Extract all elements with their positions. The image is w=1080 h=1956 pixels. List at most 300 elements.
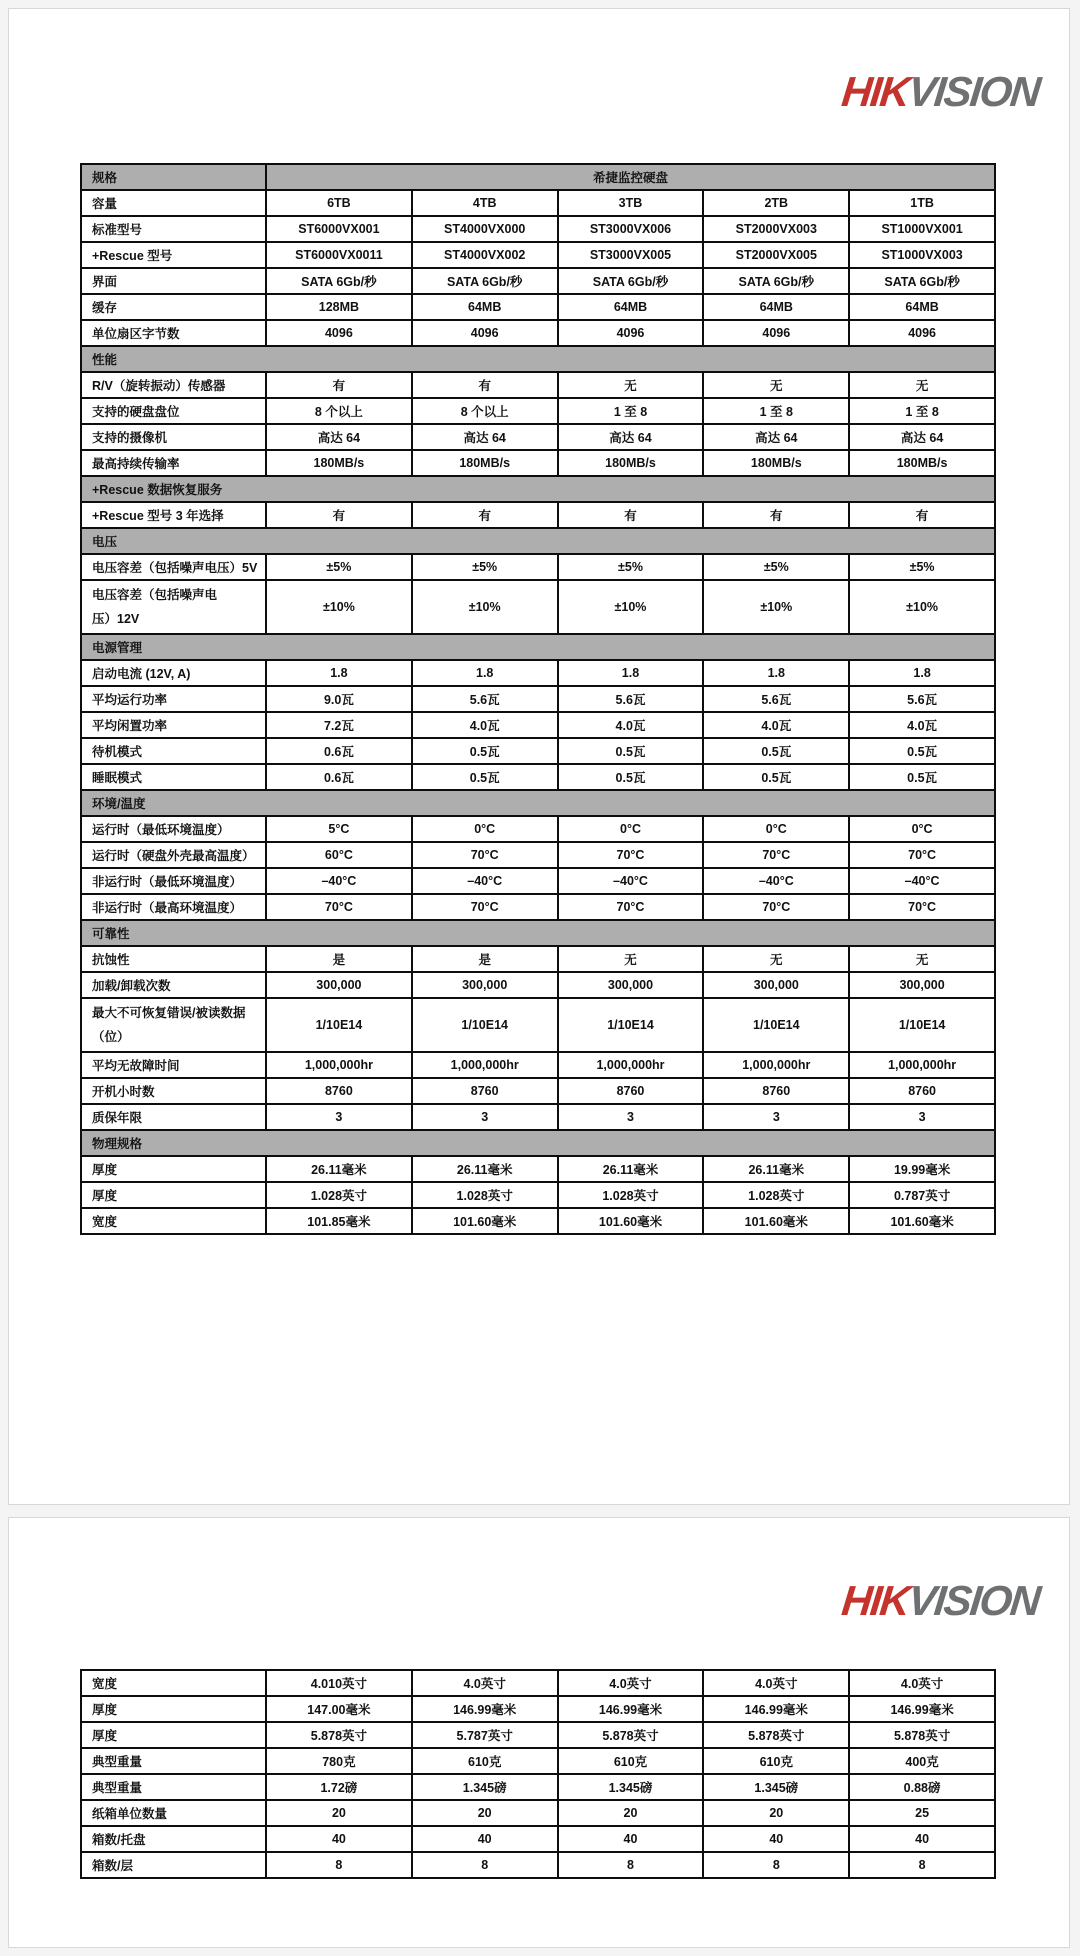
table-row	[81, 1208, 995, 1234]
cell-value: 1.028英寸	[412, 1182, 558, 1208]
cell-value: 0°C	[849, 816, 995, 842]
cell-value: ±10%	[266, 580, 412, 634]
cell-value: ±5%	[703, 554, 849, 580]
cell-value: 1/10E14	[412, 998, 558, 1052]
table-row	[81, 1156, 995, 1182]
row-label: 单位扇区字节数	[81, 320, 266, 346]
cell-value: 8760	[703, 1078, 849, 1104]
cell-value: 1/10E14	[558, 998, 704, 1052]
table-row	[81, 190, 995, 216]
cell-value: 2TB	[703, 190, 849, 216]
cell-value: 146.99毫米	[412, 1696, 558, 1722]
cell-value: 4096	[266, 320, 412, 346]
cell-value: 26.11毫米	[412, 1156, 558, 1182]
row-label: 厚度	[81, 1156, 266, 1182]
cell-value: 0.5瓦	[412, 764, 558, 790]
cell-value: ±5%	[558, 554, 704, 580]
cell-value: ±10%	[558, 580, 704, 634]
section-label: 环境/温度	[81, 790, 995, 816]
cell-value: ST1000VX001	[849, 216, 995, 242]
cell-value: ST4000VX002	[412, 242, 558, 268]
cell-value: 101.60毫米	[703, 1208, 849, 1234]
cell-value: 无	[703, 946, 849, 972]
row-label: 加载/卸载次数	[81, 972, 266, 998]
cell-value: 4.0英寸	[849, 1670, 995, 1696]
row-label: 纸箱单位数量	[81, 1800, 266, 1826]
section-label: 可靠性	[81, 920, 995, 946]
cell-value: 4.0瓦	[558, 712, 704, 738]
page-1	[8, 8, 1070, 1505]
cell-value: 26.11毫米	[558, 1156, 704, 1182]
cell-value: ST1000VX003	[849, 242, 995, 268]
cell-value: 1.028英寸	[558, 1182, 704, 1208]
cell-value: 8760	[266, 1078, 412, 1104]
cell-value: 180MB/s	[412, 450, 558, 476]
cell-value: 1.345磅	[703, 1774, 849, 1800]
cell-value: 0.6瓦	[266, 764, 412, 790]
cell-value: ST2000VX003	[703, 216, 849, 242]
cell-value: 1.8	[849, 660, 995, 686]
cell-value: 4096	[703, 320, 849, 346]
cell-value: 20	[703, 1800, 849, 1826]
row-label: 标准型号	[81, 216, 266, 242]
section-row	[81, 634, 995, 660]
section-label: 物理规格	[81, 1130, 995, 1156]
cell-value: 5.787英寸	[412, 1722, 558, 1748]
cell-value: 无	[558, 946, 704, 972]
cell-value: 高达 64	[703, 424, 849, 450]
cell-value: 25	[849, 1800, 995, 1826]
row-label: 典型重量	[81, 1774, 266, 1800]
table-row	[81, 450, 995, 476]
cell-value: 5.6瓦	[703, 686, 849, 712]
row-label: 典型重量	[81, 1748, 266, 1774]
cell-value: 0.5瓦	[558, 738, 704, 764]
row-label: 待机模式	[81, 738, 266, 764]
cell-value: 4.0瓦	[703, 712, 849, 738]
cell-value: 1/10E14	[849, 998, 995, 1052]
cell-value: 0.5瓦	[412, 738, 558, 764]
cell-value: 3TB	[558, 190, 704, 216]
cell-value: 1.8	[412, 660, 558, 686]
table-row	[81, 1774, 995, 1800]
cell-value: 64MB	[558, 294, 704, 320]
corner-label: 规格	[81, 164, 266, 190]
cell-value: 1/10E14	[703, 998, 849, 1052]
cell-value: 20	[558, 1800, 704, 1826]
cell-value: 8	[849, 1852, 995, 1878]
cell-value: 5.878英寸	[266, 1722, 412, 1748]
cell-value: 4.0瓦	[849, 712, 995, 738]
table-row	[81, 738, 995, 764]
cell-value: 70°C	[266, 894, 412, 920]
row-label: 厚度	[81, 1722, 266, 1748]
row-label: 平均无故障时间	[81, 1052, 266, 1078]
cell-value: 有	[703, 502, 849, 528]
cell-value: 780克	[266, 1748, 412, 1774]
cell-value: ±5%	[266, 554, 412, 580]
cell-value: 300,000	[266, 972, 412, 998]
row-label: 支持的硬盘盘位	[81, 398, 266, 424]
row-label: 非运行时（最高环境温度）	[81, 894, 266, 920]
cell-value: 1TB	[849, 190, 995, 216]
cell-value: 无	[849, 372, 995, 398]
table-row	[81, 998, 995, 1052]
table-header-row	[81, 164, 995, 190]
cell-value: 26.11毫米	[266, 1156, 412, 1182]
cell-value: 0.5瓦	[558, 764, 704, 790]
cell-value: 有	[266, 502, 412, 528]
logo-vision-text: VISION	[906, 1577, 1042, 1624]
row-label: 启动电流 (12V, A)	[81, 660, 266, 686]
cell-value: ST6000VX0011	[266, 242, 412, 268]
cell-value: 8760	[558, 1078, 704, 1104]
cell-value: –40°C	[558, 868, 704, 894]
cell-value: 3	[849, 1104, 995, 1130]
cell-value: 1,000,000hr	[703, 1052, 849, 1078]
cell-value: 101.60毫米	[412, 1208, 558, 1234]
page-2	[8, 1517, 1070, 1948]
cell-value: 1,000,000hr	[849, 1052, 995, 1078]
cell-value: 0°C	[412, 816, 558, 842]
cell-value: 3	[266, 1104, 412, 1130]
cell-value: 0.6瓦	[266, 738, 412, 764]
cell-value: 70°C	[703, 894, 849, 920]
row-label: 平均运行功率	[81, 686, 266, 712]
cell-value: 146.99毫米	[849, 1696, 995, 1722]
cell-value: 8760	[412, 1078, 558, 1104]
row-label: 厚度	[81, 1182, 266, 1208]
cell-value: 610克	[703, 1748, 849, 1774]
cell-value: 64MB	[412, 294, 558, 320]
cell-value: 0.5瓦	[703, 764, 849, 790]
cell-value: 610克	[558, 1748, 704, 1774]
cell-value: ±5%	[849, 554, 995, 580]
cell-value: 4.0英寸	[412, 1670, 558, 1696]
cell-value: 4TB	[412, 190, 558, 216]
cell-value: 1 至 8	[703, 398, 849, 424]
table-row	[81, 242, 995, 268]
cell-value: 有	[412, 372, 558, 398]
table-row	[81, 398, 995, 424]
cell-value: 4.010英寸	[266, 1670, 412, 1696]
cell-value: 180MB/s	[266, 450, 412, 476]
cell-value: –40°C	[703, 868, 849, 894]
table-row	[81, 842, 995, 868]
table-row	[81, 764, 995, 790]
cell-value: 无	[558, 372, 704, 398]
table-title: 希捷监控硬盘	[266, 164, 995, 190]
table-row	[81, 268, 995, 294]
cell-value: 40	[412, 1826, 558, 1852]
row-label: +Rescue 型号	[81, 242, 266, 268]
row-label: 平均闲置功率	[81, 712, 266, 738]
cell-value: 300,000	[849, 972, 995, 998]
table-row	[81, 1696, 995, 1722]
cell-value: 180MB/s	[558, 450, 704, 476]
cell-value: 20	[266, 1800, 412, 1826]
table-row	[81, 1670, 995, 1696]
cell-value: 8 个以上	[266, 398, 412, 424]
cell-value: 是	[412, 946, 558, 972]
section-label: 电压	[81, 528, 995, 554]
row-label: 电压容差（包括噪声电 压）12V	[81, 580, 266, 634]
cell-value: 6TB	[266, 190, 412, 216]
cell-value: ST4000VX000	[412, 216, 558, 242]
cell-value: ±10%	[412, 580, 558, 634]
cell-value: ST3000VX005	[558, 242, 704, 268]
table-row	[81, 1722, 995, 1748]
cell-value: 300,000	[412, 972, 558, 998]
table-row	[81, 424, 995, 450]
cell-value: ST2000VX005	[703, 242, 849, 268]
table-row	[81, 502, 995, 528]
row-label: 缓存	[81, 294, 266, 320]
cell-value: 1 至 8	[558, 398, 704, 424]
section-row	[81, 790, 995, 816]
section-label: 性能	[81, 346, 995, 372]
cell-value: ±10%	[703, 580, 849, 634]
row-label: 运行时（硬盘外壳最高温度）	[81, 842, 266, 868]
cell-value: 300,000	[558, 972, 704, 998]
cell-value: 有	[412, 502, 558, 528]
cell-value: 1.028英寸	[266, 1182, 412, 1208]
cell-value: 5.6瓦	[849, 686, 995, 712]
table-row	[81, 894, 995, 920]
row-label: R/V（旋转振动）传感器	[81, 372, 266, 398]
row-label: 睡眠模式	[81, 764, 266, 790]
cell-value: 0.5瓦	[849, 764, 995, 790]
row-label: 最高持续传输率	[81, 450, 266, 476]
section-row	[81, 920, 995, 946]
cell-value: 40	[849, 1826, 995, 1852]
cell-value: 180MB/s	[703, 450, 849, 476]
cell-value: 40	[266, 1826, 412, 1852]
cell-value: 高达 64	[266, 424, 412, 450]
cell-value: 5.878英寸	[849, 1722, 995, 1748]
cell-value: 70°C	[849, 894, 995, 920]
cell-value: 1.8	[558, 660, 704, 686]
cell-value: 高达 64	[849, 424, 995, 450]
cell-value: 8 个以上	[412, 398, 558, 424]
table-row	[81, 1826, 995, 1852]
cell-value: 4096	[558, 320, 704, 346]
row-label: 运行时（最低环境温度）	[81, 816, 266, 842]
cell-value: 1.8	[266, 660, 412, 686]
cell-value: 101.60毫米	[558, 1208, 704, 1234]
cell-value: 128MB	[266, 294, 412, 320]
cell-value: ±5%	[412, 554, 558, 580]
cell-value: 26.11毫米	[703, 1156, 849, 1182]
hikvision-logo	[839, 68, 1042, 115]
table-row	[81, 816, 995, 842]
section-row	[81, 346, 995, 372]
table-row	[81, 1800, 995, 1826]
cell-value: 高达 64	[558, 424, 704, 450]
cell-value: 146.99毫米	[703, 1696, 849, 1722]
cell-value: SATA 6Gb/秒	[558, 268, 704, 294]
cell-value: 70°C	[412, 894, 558, 920]
cell-value: 高达 64	[412, 424, 558, 450]
cell-value: SATA 6Gb/秒	[849, 268, 995, 294]
table-row	[81, 972, 995, 998]
cell-value: 有	[849, 502, 995, 528]
cell-value: 1.345磅	[558, 1774, 704, 1800]
cell-value: 70°C	[558, 842, 704, 868]
table-row	[81, 868, 995, 894]
cell-value: 70°C	[703, 842, 849, 868]
cell-value: 5.6瓦	[558, 686, 704, 712]
cell-value: 8	[558, 1852, 704, 1878]
cell-value: 有	[266, 372, 412, 398]
table-row	[81, 580, 995, 634]
cell-value: 1,000,000hr	[558, 1052, 704, 1078]
hikvision-logo	[839, 1577, 1042, 1624]
section-label: 电源管理	[81, 634, 995, 660]
spec-table-page1	[80, 163, 996, 1235]
cell-value: 无	[703, 372, 849, 398]
cell-value: 60°C	[266, 842, 412, 868]
cell-value: 101.60毫米	[849, 1208, 995, 1234]
spec-table-page2	[80, 1669, 996, 1879]
row-label: 开机小时数	[81, 1078, 266, 1104]
cell-value: 0.787英寸	[849, 1182, 995, 1208]
cell-value: –40°C	[266, 868, 412, 894]
row-label: 支持的摄像机	[81, 424, 266, 450]
cell-value: 1.72磅	[266, 1774, 412, 1800]
cell-value: 300,000	[703, 972, 849, 998]
table-row	[81, 554, 995, 580]
cell-value: 40	[558, 1826, 704, 1852]
table-row	[81, 216, 995, 242]
cell-value: SATA 6Gb/秒	[703, 268, 849, 294]
cell-value: 5.6瓦	[412, 686, 558, 712]
row-label: +Rescue 型号 3 年选择	[81, 502, 266, 528]
cell-value: 8	[266, 1852, 412, 1878]
cell-value: 1.345磅	[412, 1774, 558, 1800]
cell-value: 180MB/s	[849, 450, 995, 476]
cell-value: 70°C	[849, 842, 995, 868]
cell-value: 9.0瓦	[266, 686, 412, 712]
logo-vision-text: VISION	[906, 68, 1042, 115]
cell-value: 0.5瓦	[849, 738, 995, 764]
cell-value: 70°C	[412, 842, 558, 868]
cell-value: SATA 6Gb/秒	[412, 268, 558, 294]
row-label: 箱数/层	[81, 1852, 266, 1878]
cell-value: 610克	[412, 1748, 558, 1774]
cell-value: 4.0瓦	[412, 712, 558, 738]
page-gap	[8, 1505, 1072, 1517]
table-row	[81, 1052, 995, 1078]
table-row	[81, 294, 995, 320]
cell-value: –40°C	[849, 868, 995, 894]
cell-value: 4096	[849, 320, 995, 346]
cell-value: SATA 6Gb/秒	[266, 268, 412, 294]
row-label: 界面	[81, 268, 266, 294]
cell-value: 0°C	[558, 816, 704, 842]
table-row	[81, 1182, 995, 1208]
table-row	[81, 660, 995, 686]
cell-value: 1,000,000hr	[266, 1052, 412, 1078]
table-row	[81, 1748, 995, 1774]
cell-value: 5.878英寸	[703, 1722, 849, 1748]
cell-value: 有	[558, 502, 704, 528]
cell-value: 1.8	[703, 660, 849, 686]
table-row	[81, 320, 995, 346]
row-label: 宽度	[81, 1208, 266, 1234]
cell-value: 8	[703, 1852, 849, 1878]
cell-value: ST3000VX006	[558, 216, 704, 242]
cell-value: 20	[412, 1800, 558, 1826]
cell-value: 1/10E14	[266, 998, 412, 1052]
cell-value: 3	[412, 1104, 558, 1130]
section-row	[81, 528, 995, 554]
cell-value: 147.00毫米	[266, 1696, 412, 1722]
cell-value: 8	[412, 1852, 558, 1878]
row-label: 容量	[81, 190, 266, 216]
table-row	[81, 712, 995, 738]
cell-value: 4096	[412, 320, 558, 346]
row-label: 抗蚀性	[81, 946, 266, 972]
row-label: 非运行时（最低环境温度）	[81, 868, 266, 894]
cell-value: 5.878英寸	[558, 1722, 704, 1748]
cell-value: 1.028英寸	[703, 1182, 849, 1208]
cell-value: 400克	[849, 1748, 995, 1774]
row-label: 电压容差（包括噪声电压）5V	[81, 554, 266, 580]
cell-value: 0.88磅	[849, 1774, 995, 1800]
cell-value: 4.0英寸	[558, 1670, 704, 1696]
cell-value: 64MB	[849, 294, 995, 320]
section-row	[81, 476, 995, 502]
row-label: 最大不可恢复错误/被读数据 （位）	[81, 998, 266, 1052]
cell-value: 0.5瓦	[703, 738, 849, 764]
cell-value: 146.99毫米	[558, 1696, 704, 1722]
cell-value: 7.2瓦	[266, 712, 412, 738]
cell-value: 3	[558, 1104, 704, 1130]
cell-value: 70°C	[558, 894, 704, 920]
cell-value: ±10%	[849, 580, 995, 634]
table-row	[81, 1104, 995, 1130]
cell-value: 是	[266, 946, 412, 972]
logo-hik-text: HIK	[839, 68, 912, 115]
row-label: 厚度	[81, 1696, 266, 1722]
row-label: 质保年限	[81, 1104, 266, 1130]
cell-value: 101.85毫米	[266, 1208, 412, 1234]
row-label: 箱数/托盘	[81, 1826, 266, 1852]
table-row	[81, 1078, 995, 1104]
cell-value: ST6000VX001	[266, 216, 412, 242]
cell-value: –40°C	[412, 868, 558, 894]
cell-value: 1 至 8	[849, 398, 995, 424]
cell-value: 0°C	[703, 816, 849, 842]
cell-value: 5°C	[266, 816, 412, 842]
cell-value: 1,000,000hr	[412, 1052, 558, 1078]
cell-value: 无	[849, 946, 995, 972]
table-row	[81, 1852, 995, 1878]
cell-value: 3	[703, 1104, 849, 1130]
cell-value: 40	[703, 1826, 849, 1852]
table-row	[81, 686, 995, 712]
section-row	[81, 1130, 995, 1156]
cell-value: 19.99毫米	[849, 1156, 995, 1182]
logo-hik-text: HIK	[839, 1577, 912, 1624]
cell-value: 8760	[849, 1078, 995, 1104]
table-row	[81, 372, 995, 398]
section-label: +Rescue 数据恢复服务	[81, 476, 995, 502]
row-label: 宽度	[81, 1670, 266, 1696]
cell-value: 64MB	[703, 294, 849, 320]
table-row	[81, 946, 995, 972]
